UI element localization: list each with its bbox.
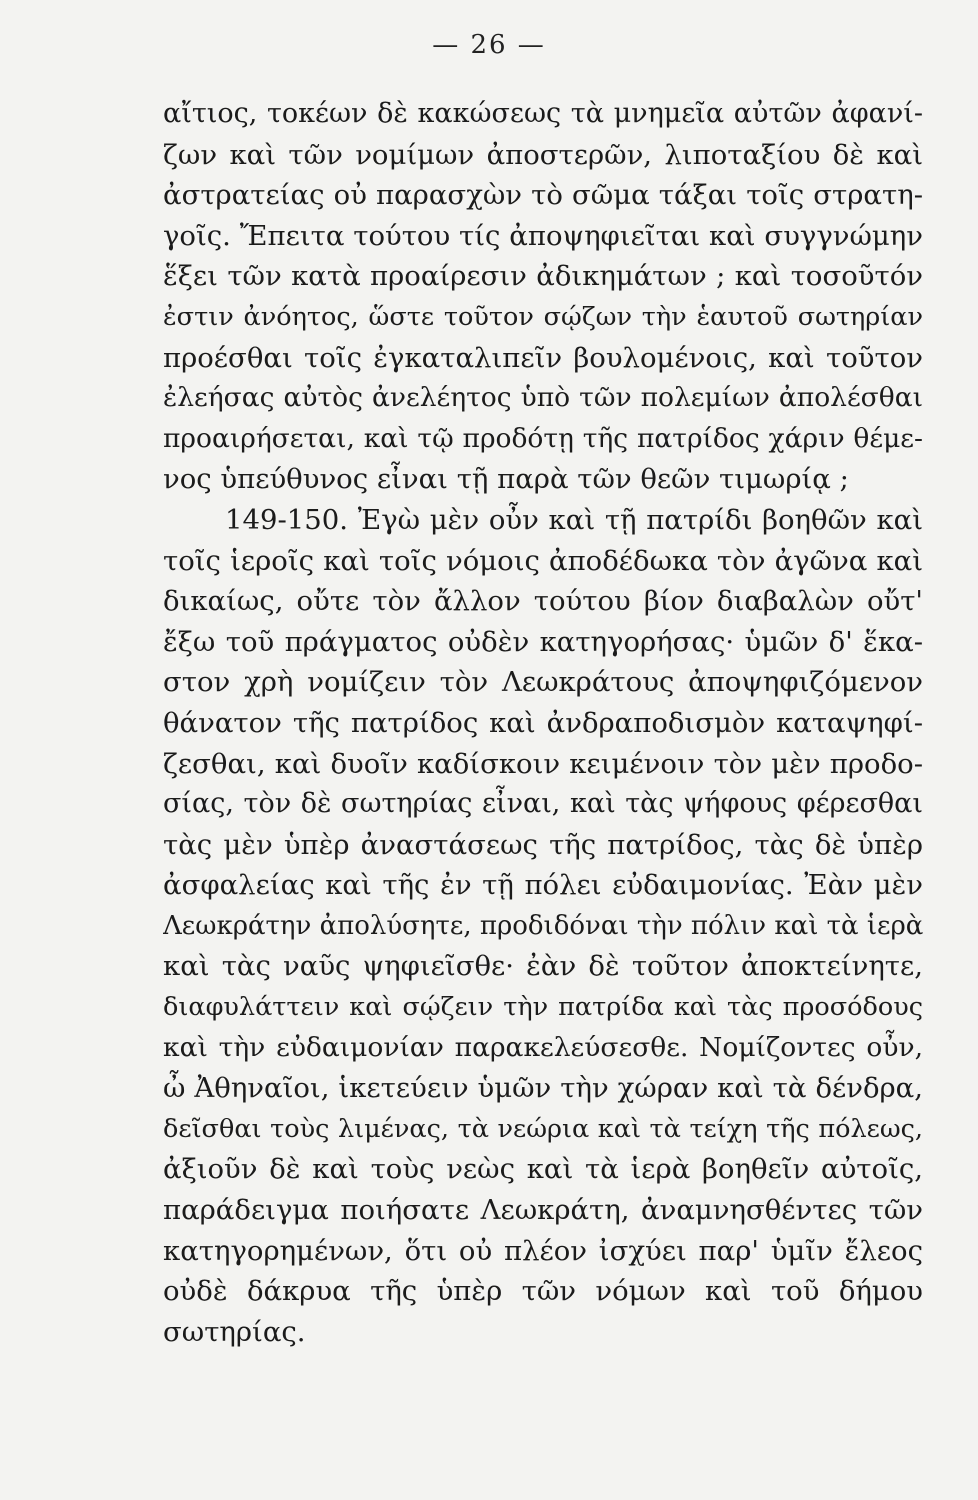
text-line: προαιρήσεται, καὶ τῷ προδότῃ τῆς πατρίδος χάριν θέμε-	[163, 422, 923, 454]
text-line: νος ὑπεύθυνος εἶναι τῇ παρὰ τῶν θεῶν τιμωρίᾳ ;	[163, 463, 849, 496]
text-line: ὦ Ἀθηναῖοι, ἱκετεύειν ὑμῶν τὴν χώραν καὶ τὰ δένδρα,	[163, 1072, 923, 1105]
text-line: σίας, τὸν δὲ σωτηρίας εἶναι, καὶ τὰς ψήφους φέρεσθαι	[163, 788, 923, 820]
text-line: θάνατον τῆς πατρίδος καὶ ἀνδραποδισμὸν καταψηφί-	[163, 706, 923, 739]
text-line: ἔξω τοῦ πράγματος οὐδὲν κατηγορήσας· ὑμῶν δ' ἕκα-	[163, 625, 923, 658]
text-line: στον χρὴ νομίζειν τὸν Λεωκράτους ἀποψηφιζόμενον	[163, 666, 923, 699]
text-line: αἴτιος, τοκέων δὲ κακώσεως τὰ μνημεῖα αὐτῶν ἀφανί-	[163, 98, 923, 129]
text-line: σωτηρίας.	[163, 1315, 306, 1348]
page-number: — 26 —	[432, 30, 546, 60]
text-line: τὰς μὲν ὑπὲρ ἀναστάσεως τῆς πατρίδος, τὰς δὲ ὑπὲρ	[163, 828, 923, 861]
text-line: κατηγορημένων, ὅτι οὐ πλέον ἰσχύει παρ' ὑμῖν ἔλεος	[163, 1234, 923, 1267]
text-line: ἐλεήσας αὐτὸς ἀνελέητος ὑπὸ τῶν πολεμίων ἀπολέσθαι	[163, 382, 923, 414]
text-line: τοῖς ἱεροῖς καὶ τοῖς νόμοις ἀποδέδωκα τὸν ἀγῶνα καὶ	[163, 544, 923, 577]
text-line: ἐστιν ἀνόητος, ὥστε τοῦτον σῴζων τὴν ἑαυτοῦ σωτηρίαν	[163, 301, 923, 332]
text-line: ζων καὶ τῶν νομίμων ἀποστερῶν, λιποταξίου δὲ καὶ	[163, 138, 923, 171]
text-line: ζεσθαι, καὶ δυοῖν καδίσκοιν κειμένοιν τὸν μὲν προδο-	[163, 747, 923, 780]
text-line: καὶ τὰς ναῦς ψηφιεῖσθε· ἐὰν δὲ τοῦτον ἀποκτείνητε,	[163, 950, 923, 983]
text-line: καὶ τὴν εὐδαιμονίαν παρακελεύσεσθε. Νομίζοντες οὖν,	[163, 1031, 923, 1063]
text-line: δικαίως, οὔτε τὸν ἄλλον τούτου βίον διαβαλὼν οὔτ'	[163, 585, 923, 618]
text-line: διαφυλάττειν καὶ σῴζειν τὴν πατρίδα καὶ τὰς προσόδους	[163, 992, 923, 1023]
section-heading-line: 149-150. Ἐγὼ μὲν οὖν καὶ τῇ πατρίδι βοηθῶν καὶ	[225, 503, 923, 536]
text-line: Λεωκράτην ἀπολύσητε, προδιδόναι τὴν πόλιν καὶ τὰ ἱερὰ	[163, 910, 923, 941]
text-line: ἀξιοῦν δὲ καὶ τοὺς νεὼς καὶ τὰ ἱερὰ βοηθεῖν αὐτοῖς,	[163, 1153, 923, 1186]
text-line: ἀστρατείας οὐ παρασχὼν τὸ σῶμα τάξαι τοῖς στρατη-	[163, 179, 923, 212]
text-line: ἕξει τῶν κατὰ προαίρεσιν ἀδικημάτων ; καὶ τοσοῦτόν	[163, 260, 923, 293]
text-line: προέσθαι τοῖς ἐγκαταλιπεῖν βουλομένοις, καὶ τοῦτον	[163, 341, 923, 374]
body-text	[163, 94, 923, 1352]
text-line: δεῖσθαι τοὺς λιμένας, τὰ νεώρια καὶ τὰ τείχη τῆς πόλεως,	[163, 1113, 923, 1144]
text-line: ἀσφαλείας καὶ τῆς ἐν τῇ πόλει εὐδαιμονίας. Ἐὰν μὲν	[163, 869, 923, 902]
text-line: παράδειγμα ποιήσατε Λεωκράτη, ἀναμνησθέντες τῶν	[163, 1194, 923, 1227]
text-line: γοῖς. Ἔπειτα τούτου τίς ἀποψηφιεῖται καὶ συγγνώμην	[163, 219, 923, 252]
text-line: οὐδὲ δάκρυα τῆς ὑπὲρ τῶν νόμων καὶ τοῦ δήμου	[163, 1275, 923, 1308]
